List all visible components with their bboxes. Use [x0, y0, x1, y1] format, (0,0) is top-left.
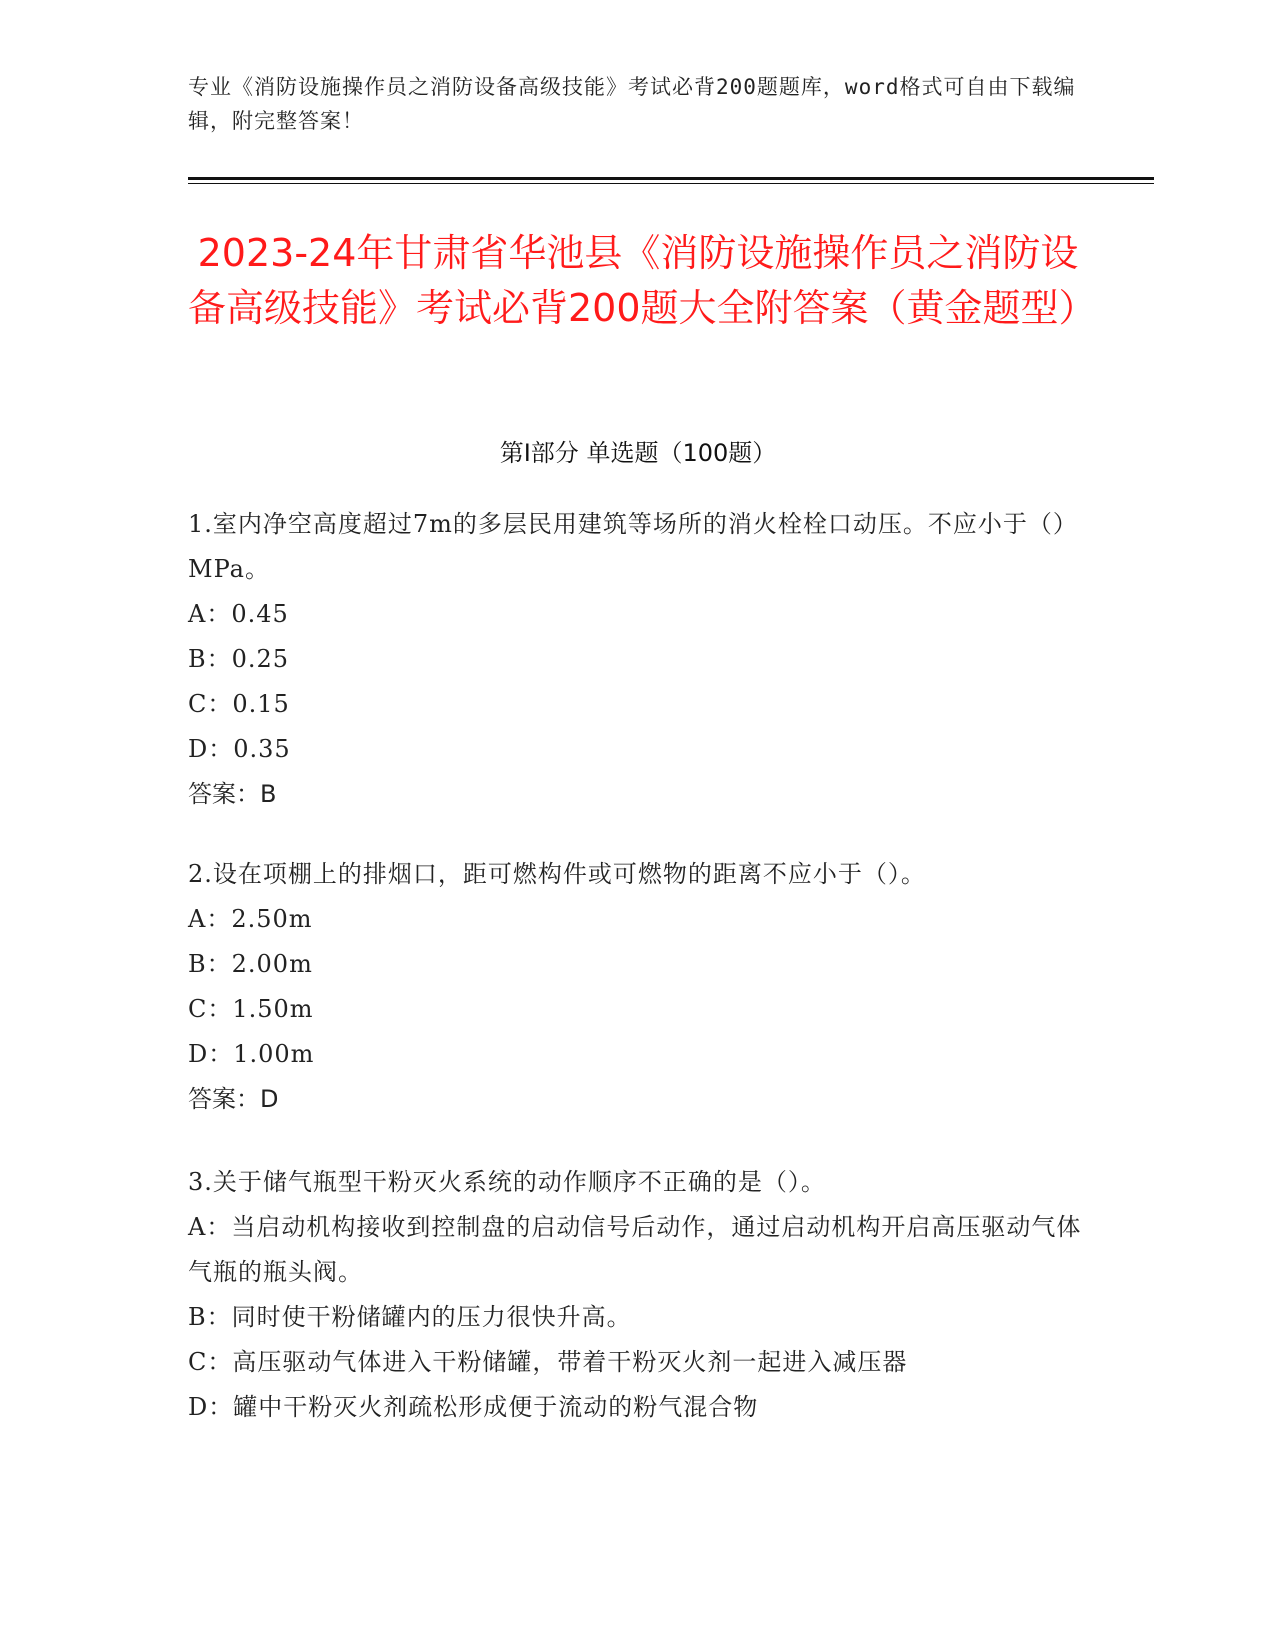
option-d: D：1.00m	[188, 1040, 315, 1068]
header-divider-thick	[188, 177, 1154, 180]
option-d: D：0.35	[188, 735, 291, 763]
option-c: C：1.50m	[188, 995, 314, 1023]
option-c: C：高压驱动气体进入干粉储罐，带着干粉灭火剂一起进入减压器	[188, 1348, 908, 1376]
section-heading: 第Ⅰ部分 单选题（100题）	[499, 439, 777, 467]
option-b: B：2.00m	[188, 950, 313, 978]
option-a: A：当启动机构接收到控制盘的启动信号后动作，通过启动机构开启高压驱动气体气瓶的瓶头阀。	[188, 1213, 1082, 1286]
option-b: B：0.25	[188, 645, 290, 673]
answer: 答案：B	[188, 780, 277, 808]
document-title: 2023-24年甘肃省华池县《消防设施操作员之消防设备高级技能》考试必背200题大全附答案（黄金题型）	[188, 231, 1097, 330]
option-b: B：同时使干粉储罐内的压力很快升高。	[188, 1303, 632, 1331]
header-note: 专业《消防设施操作员之消防设备高级技能》考试必背200题题库，word格式可自由下载编辑，附完整答案！	[188, 75, 1076, 133]
question-1	[188, 502, 1088, 817]
question-2	[188, 852, 1088, 1122]
question-3	[188, 1160, 1088, 1430]
answer: 答案：D	[188, 1085, 279, 1113]
question-stem: 2.设在项棚上的排烟口，距可燃构件或可燃物的距离不应小于（）。	[188, 860, 926, 888]
question-stem: 3.关于储气瓶型干粉灭火系统的动作顺序不正确的是（）。	[188, 1168, 826, 1196]
option-c: C：0.15	[188, 690, 290, 718]
question-stem: 1.室内净空高度超过7m的多层民用建筑等场所的消火栓栓口动压。不应小于（）MPa。	[188, 510, 1078, 583]
option-a: A：0.45	[188, 600, 289, 628]
option-d: D：罐中干粉灭火剂疏松形成便于流动的粉气混合物	[188, 1393, 759, 1421]
header-divider-thin	[188, 183, 1154, 184]
option-a: A：2.50m	[188, 905, 313, 933]
